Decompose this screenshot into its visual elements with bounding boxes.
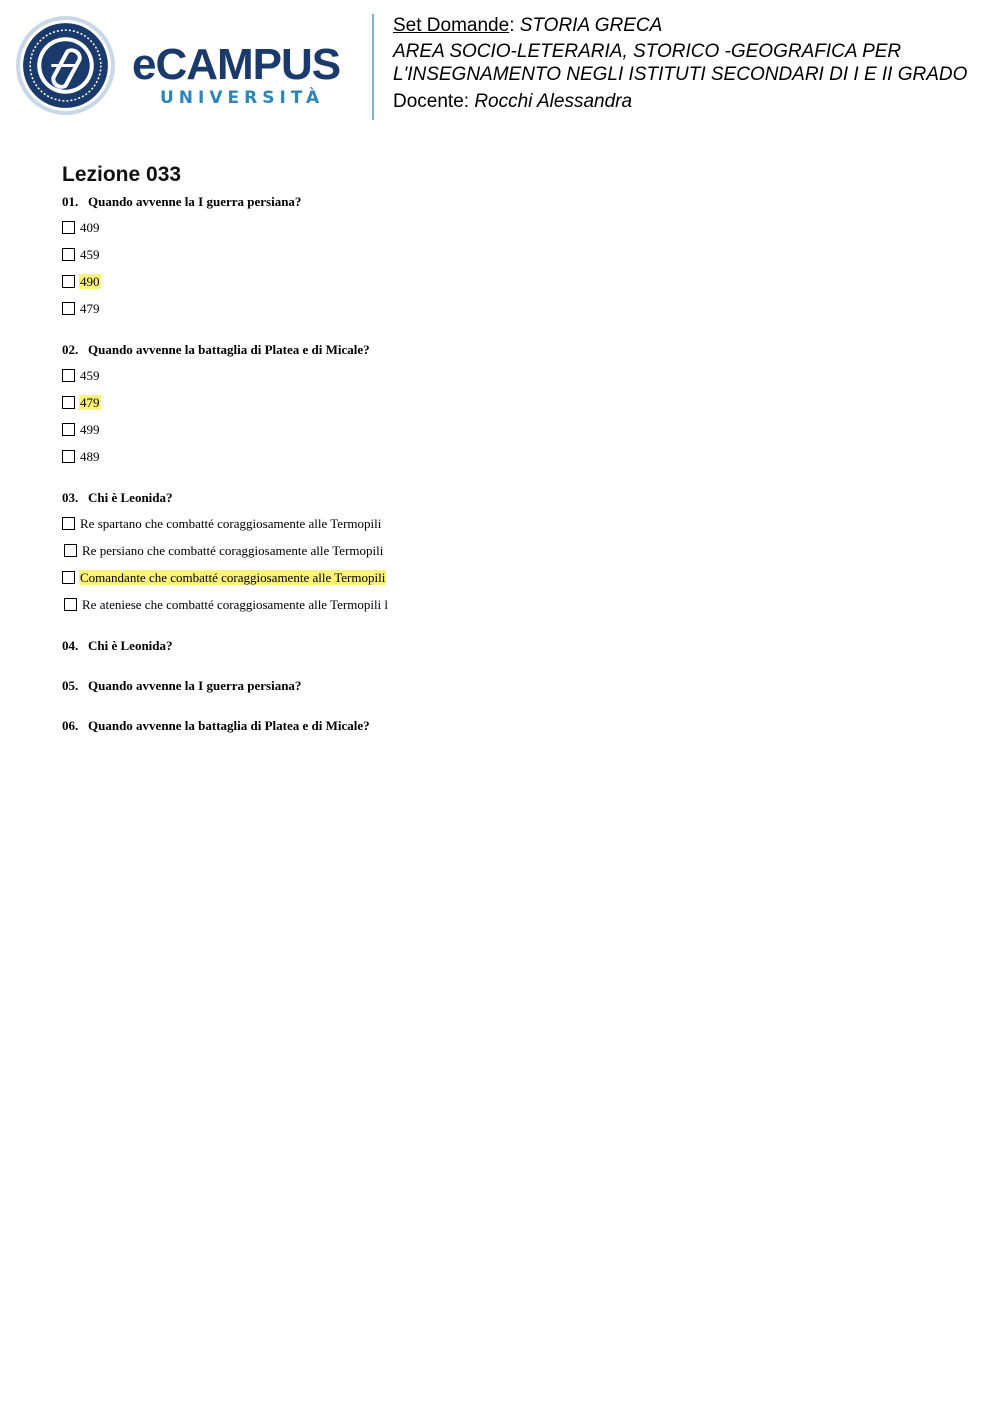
checkbox-icon[interactable] [62, 275, 75, 288]
area-line-1: AREA SOCIO-LETERARIA, STORICO -GEOGRAFICA PER [393, 41, 902, 62]
question-05 [62, 678, 762, 694]
question-text: Chi è Leonida? [88, 638, 173, 653]
option-text: Comandante che combatté coraggiosamente alle Termopili [80, 570, 386, 585]
answer-option[interactable] [62, 516, 762, 543]
question-number: 01. [62, 194, 79, 209]
option-text: Re ateniese che combatté coraggiosamente alle Termopili l [82, 597, 389, 612]
question-text: Quando avvenne la battaglia di Platea e di Micale? [88, 718, 370, 733]
checkbox-icon[interactable] [62, 248, 75, 261]
question-04 [62, 638, 762, 654]
question-text: Chi è Leonida? [88, 490, 173, 505]
checkbox-icon[interactable] [62, 517, 75, 530]
docente-label: Docente: [393, 91, 470, 112]
question-03 [62, 490, 762, 624]
answer-option[interactable] [62, 543, 762, 570]
question-header [62, 490, 762, 506]
option-text: 409 [80, 220, 100, 235]
question-number: 06. [62, 718, 79, 733]
question-header [62, 718, 762, 734]
question-02 [62, 342, 762, 476]
answer-option-highlighted[interactable] [62, 274, 762, 301]
checkbox-icon[interactable] [64, 544, 77, 557]
docente-line [393, 90, 993, 113]
checkbox-icon[interactable] [64, 598, 77, 611]
set-line [393, 14, 993, 40]
option-text: 479 [80, 301, 100, 316]
question-number: 02. [62, 342, 79, 357]
lesson-content [62, 162, 762, 758]
question-text: Quando avvenne la I guerra persiana? [88, 678, 302, 693]
header-info [393, 14, 993, 113]
question-number: 05. [62, 678, 79, 693]
answer-option[interactable] [62, 247, 762, 274]
answer-option[interactable] [62, 422, 762, 449]
question-header [62, 638, 762, 654]
ecampus-seal-icon [15, 15, 116, 116]
logo-brand: eCAMPUS [132, 40, 341, 89]
option-text: 459 [80, 368, 100, 383]
answer-option[interactable] [62, 449, 762, 476]
page-header [0, 0, 1000, 130]
answer-option[interactable] [62, 301, 762, 328]
option-text: Re persiano che combatté coraggiosamente alle Termopili [82, 543, 384, 558]
answer-option[interactable] [62, 597, 762, 624]
lesson-title: Lezione 033 [62, 163, 182, 186]
question-number: 04. [62, 638, 79, 653]
docente-name: Rocchi Alessandra [474, 91, 633, 112]
set-separator: : [509, 15, 515, 36]
checkbox-icon[interactable] [62, 302, 75, 315]
checkbox-icon[interactable] [62, 450, 75, 463]
answer-option-highlighted[interactable] [62, 395, 762, 422]
question-header [62, 342, 762, 358]
checkbox-icon[interactable] [62, 423, 75, 436]
option-text: 459 [80, 247, 100, 262]
question-header [62, 678, 762, 694]
answer-option[interactable] [62, 220, 762, 247]
option-text: 499 [80, 422, 100, 437]
answer-option[interactable] [62, 368, 762, 395]
question-text: Quando avvenne la battaglia di Platea e di Micale? [88, 342, 370, 357]
ecampus-logo [132, 40, 357, 114]
checkbox-icon[interactable] [62, 369, 75, 382]
option-text: 490 [80, 274, 100, 289]
question-01 [62, 194, 762, 328]
question-06 [62, 718, 762, 734]
option-text: 489 [80, 449, 100, 464]
option-text: Re spartano che combatté coraggiosamente alle Termopili [80, 516, 382, 531]
subject-name: STORIA GRECA [519, 15, 663, 36]
option-text: 479 [80, 395, 100, 410]
header-divider [372, 14, 374, 120]
answer-option-highlighted[interactable] [62, 570, 762, 597]
question-text: Quando avvenne la I guerra persiana? [88, 194, 302, 209]
checkbox-icon[interactable] [62, 396, 75, 409]
checkbox-icon[interactable] [62, 221, 75, 234]
set-label: Set Domande [393, 15, 510, 36]
checkbox-icon[interactable] [62, 571, 75, 584]
area-line-2: L'INSEGNAMENTO NEGLI ISTITUTI SECONDARI DI I E II GRADO [393, 64, 968, 85]
question-number: 03. [62, 490, 79, 505]
logo-subtitle: UNIVERSITÀ [160, 88, 325, 108]
question-header [62, 194, 762, 210]
